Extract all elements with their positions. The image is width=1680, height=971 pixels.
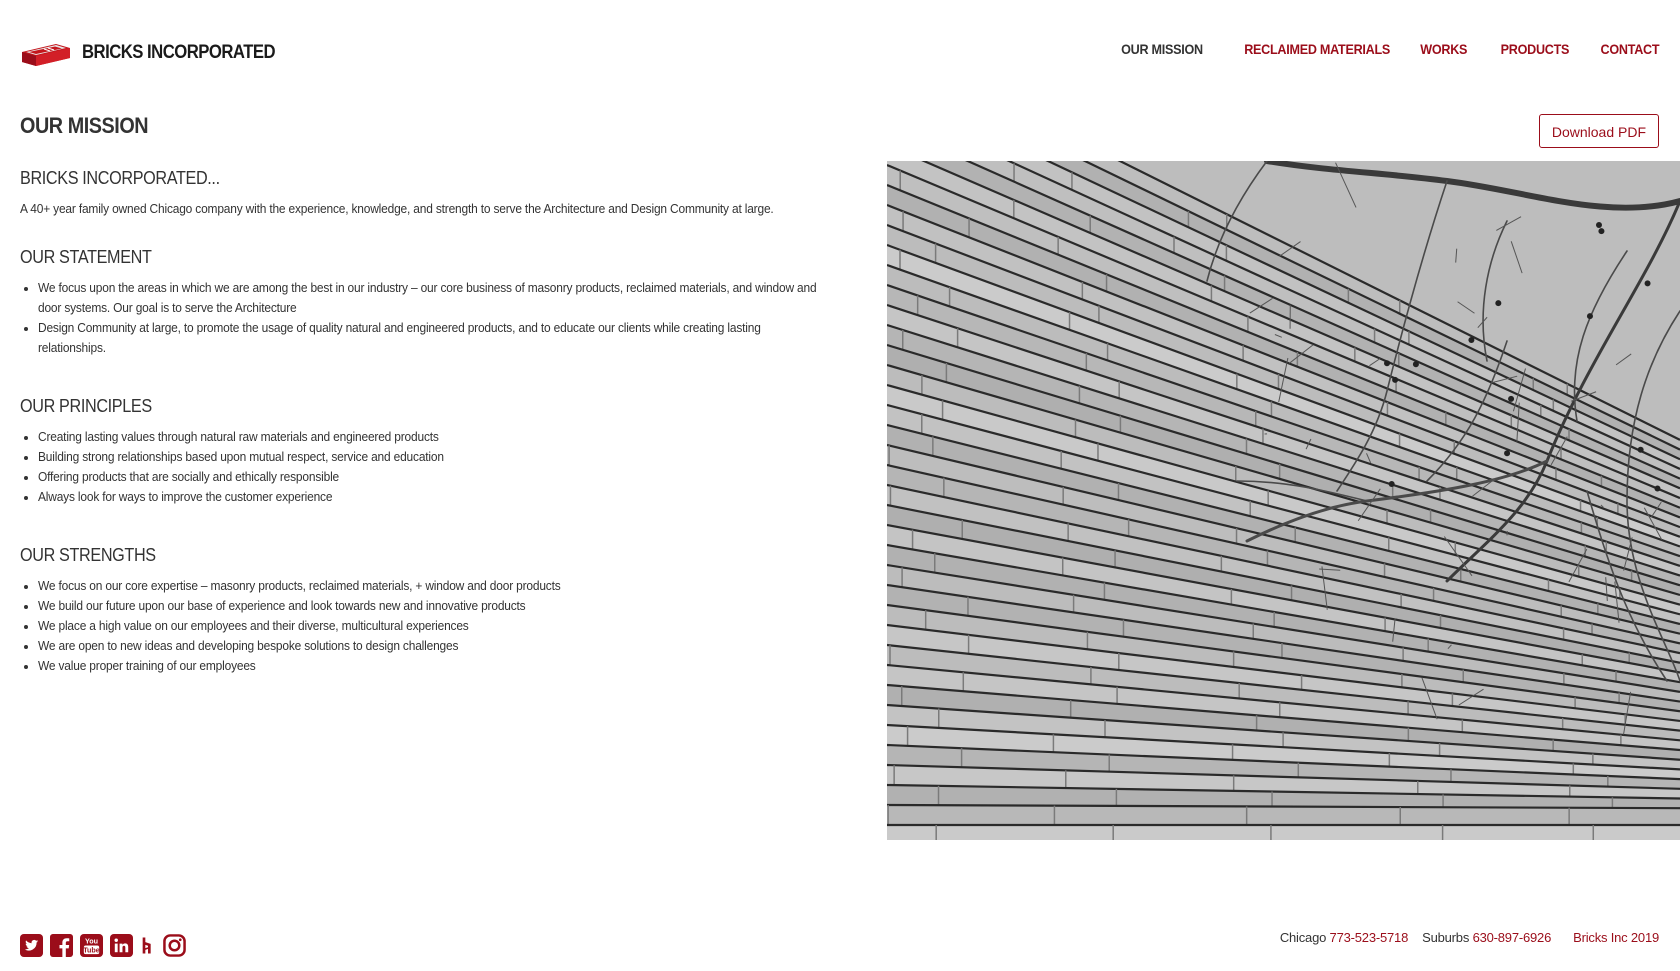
principles-section bbox=[20, 396, 479, 507]
berry bbox=[1508, 396, 1514, 402]
berry bbox=[1392, 377, 1398, 383]
twitter-icon[interactable] bbox=[20, 934, 43, 957]
list-item-text: Creating lasting values through natural raw materials and engineered products bbox=[38, 429, 439, 444]
statement-heading: OUR STATEMENT bbox=[20, 247, 152, 267]
berry bbox=[1654, 486, 1660, 492]
nav-contact[interactable]: CONTACT bbox=[1600, 41, 1659, 57]
brick-wall-photo bbox=[887, 161, 1680, 840]
intro-text: A 40+ year family owned Chicago company with the experience, knowledge, and strength to serve the Architecture and Design Community at large. bbox=[20, 201, 774, 216]
houzz-icon[interactable] bbox=[140, 934, 156, 957]
strengths-section bbox=[20, 545, 606, 676]
berry bbox=[1389, 481, 1395, 487]
intro-heading: BRICKS INCORPORATED... bbox=[20, 168, 220, 188]
svg-text:Tube: Tube bbox=[83, 946, 100, 955]
chicago-label: Chicago bbox=[1279, 930, 1327, 945]
footer-contact bbox=[1280, 930, 1659, 945]
principles-heading: OUR PRINCIPLES bbox=[20, 396, 152, 416]
list-item-text: Design Community at large, to promote the usage of quality natural and engineered products, and to educate our clients while creating lasting relationships. bbox=[38, 320, 761, 355]
list-item-text: We place a high value on our employees and their diverse, multicultural experiences bbox=[38, 618, 469, 633]
statement-section bbox=[20, 247, 840, 358]
tree-twig bbox=[1507, 531, 1508, 535]
berry bbox=[1638, 447, 1644, 453]
list-item bbox=[38, 447, 479, 467]
nav-products[interactable]: PRODUCTS bbox=[1500, 41, 1569, 57]
linkedin-icon[interactable] bbox=[110, 934, 133, 957]
list-item bbox=[38, 636, 606, 656]
berry bbox=[1596, 222, 1602, 228]
berry bbox=[1504, 450, 1510, 456]
nav-reclaimed-materials[interactable]: RECLAIMED MATERIALS bbox=[1244, 41, 1391, 57]
list-item bbox=[38, 616, 606, 636]
list-item bbox=[38, 487, 479, 507]
list-item-text: We are open to new ideas and developing bespoke solutions to design challenges bbox=[38, 638, 459, 653]
berry bbox=[1598, 228, 1604, 234]
nav-our-mission[interactable]: OUR MISSION bbox=[1121, 41, 1204, 57]
strengths-list bbox=[20, 576, 606, 676]
suburbs-contact bbox=[1422, 930, 1551, 945]
list-item-text: Offering products that are socially and ethically responsible bbox=[38, 469, 340, 484]
list-item-text: We focus on our core expertise – masonry products, reclaimed materials, + window and door products bbox=[38, 578, 561, 593]
strengths-heading: OUR STRENGTHS bbox=[20, 545, 156, 565]
intro-section bbox=[20, 168, 839, 219]
list-item-text: We build our future upon our base of experience and look towards new and innovative products bbox=[38, 598, 526, 613]
suburbs-label: Suburbs bbox=[1422, 930, 1470, 945]
suburbs-phone-link[interactable]: 630-897-6926 bbox=[1472, 930, 1552, 945]
principles-list bbox=[20, 427, 479, 507]
list-item bbox=[38, 318, 828, 358]
brick-wall-illustration bbox=[887, 161, 1680, 840]
list-item bbox=[38, 278, 828, 318]
list-item-text: Always look for ways to improve the customer experience bbox=[38, 489, 333, 504]
nav-works[interactable]: WORKS bbox=[1420, 41, 1468, 57]
brick-logo-icon bbox=[20, 38, 72, 68]
berry bbox=[1645, 280, 1651, 286]
list-item-text: Building strong relationships based upon mutual respect, service and education bbox=[38, 449, 444, 464]
list-item-text: We focus upon the areas in which we are among the best in our industry – our core business of masonry products, reclaimed materials, and window and door systems. Our goal is to serve the Architecture bbox=[38, 280, 817, 315]
svg-text:You: You bbox=[84, 937, 99, 946]
chicago-contact bbox=[1280, 930, 1408, 945]
site-logo[interactable] bbox=[20, 38, 301, 68]
statement-list bbox=[20, 278, 840, 358]
download-pdf-button[interactable]: Download PDF bbox=[1539, 114, 1659, 148]
list-item bbox=[38, 427, 479, 447]
main-nav bbox=[1087, 41, 1659, 57]
berry bbox=[1587, 313, 1593, 319]
brick-course bbox=[887, 825, 1680, 840]
berry bbox=[1384, 360, 1390, 366]
berry bbox=[1495, 300, 1501, 306]
berry bbox=[1468, 337, 1474, 343]
logo-text: BRICKS INCORPORATED bbox=[82, 42, 276, 63]
chicago-phone-link[interactable]: 773-523-5718 bbox=[1329, 930, 1409, 945]
facebook-icon[interactable] bbox=[50, 934, 73, 957]
list-item bbox=[38, 467, 479, 487]
copyright: Bricks Inc 2019 bbox=[1573, 930, 1659, 945]
list-item bbox=[38, 656, 606, 676]
site-header bbox=[0, 0, 1680, 100]
list-item-text: We value proper training of our employees bbox=[38, 658, 256, 673]
social-links bbox=[20, 934, 186, 957]
list-item bbox=[38, 576, 606, 596]
list-item bbox=[38, 596, 606, 616]
youtube-icon[interactable] bbox=[80, 934, 103, 957]
page-title: OUR MISSION bbox=[20, 113, 149, 138]
berry bbox=[1413, 361, 1419, 367]
instagram-icon[interactable] bbox=[163, 934, 186, 957]
